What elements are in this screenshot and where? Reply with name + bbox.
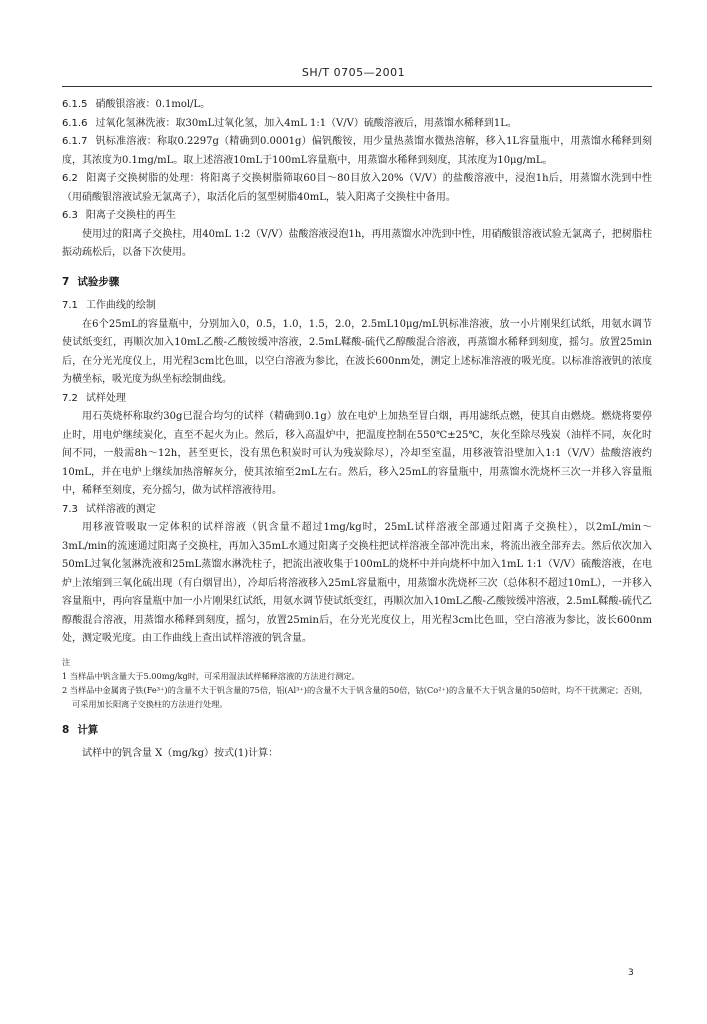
clause-7-2-heading: 7.2 试样处理: [62, 392, 126, 404]
section-7-heading: 7 试验步骤: [62, 275, 120, 288]
notes: [62, 655, 652, 711]
clause-6-1-6: 6.1.6 过氧化氢淋洗液：取30mL过氧化氢，加入4mL 1:1（V/V）硫酸溶液后，用蒸馏水稀释到1L。: [62, 117, 517, 129]
clause-7-3-heading: 7.3 试样溶液的测定: [62, 503, 156, 515]
note-2: 2 当样品中金属离子铁(Fe³⁺)的含量不大于钒含量的75倍，铝(Al³⁺)的含量不大于钒含量的50倍，钴(Co²⁺)的含量不大于钒含量的50倍时，均不干扰测定；否则，可采用加长阳离子交换柱的方法进行处理。: [62, 684, 648, 709]
document-body: [62, 96, 652, 764]
clause-7-2-text: 用石英烧杯称取约30g已混合均匀的试样（精确到0.1g）放在电炉上加热至冒白烟，再用滤纸点燃，使其自由燃烧。燃烧将要停止时，用电炉继续炭化，直至不起火为止。然后，移入高温炉中，把温度控制在550℃±25℃，灰化至除尽残炭（油样不同，灰化时间不同，一般需8h～12h，甚至更长，没有黑色积炭时可认为残炭除尽），冷却至室温，用移液管沿壁加入1:1（V/V）盐酸溶液约10mL，并在电炉上继续加热溶解灰分，使其浓缩至2mL左右。然后，移入25mL的容量瓶中，用蒸馏水洗烧杯三次一并移入容量瓶中，稀释至刻度，充分摇匀，做为试样溶液待用。: [62, 411, 652, 496]
clause-6-1-5: 6.1.5 硝酸银溶液：0.1mol/L。: [62, 99, 211, 110]
notes-label: 注: [62, 656, 71, 667]
clause-6-1-7: 6.1.7 钒标准溶液：称取0.2297g（精确到0.0001g）偏钒酸铵，用少量热蒸馏水微热溶解，移入1L容量瓶中，用蒸馏水稀释到刻度，其浓度为0.1mg/mL。取上述溶液10mL于100mL容量瓶中，用蒸馏水稀释到刻度，其浓度为10μg/mL。: [62, 136, 652, 166]
header-rule: [62, 86, 652, 87]
clause-7-1-heading: 7.1 工作曲线的绘制: [62, 300, 156, 311]
clause-6-2: 6.2 阳离子交换树脂的处理：将阳离子交换树脂筛取60目～80目放入20%（V/V）的盐酸溶液中，浸泡1h后，用蒸馏水洗到中性（用硝酸银溶液试验无氯离子），取活化后的氢型树脂40mL，装入阳离子交换柱中备用。: [62, 173, 652, 203]
clause-7-3-text: 用移液管吸取一定体积的试样溶液（钒含量不超过1mg/kg时，25mL试样溶液全部通过阳离子交换柱），以2mL/min～3mL/min的流速通过阳离子交换柱，再加入35mL水通过阳离子交换柱把试样溶液全部冲洗出来，将流出液全部弃去。然后依次加入50mL过氧化氢淋洗液和25mL蒸馏水淋洗柱子，把流出液收集于100mL的烧杯中并向烧杯中加入1mL 1:1（V/V）硫酸溶液，在电炉上浓缩到三氧化硫出现（有白烟冒出），冷却后将溶液移入25mL容量瓶中，用蒸馏水洗烧杯三次（总体积不超过10mL），一并移入容量瓶中，再向容量瓶中加一小片刚果红试纸，用氨水调节使试纸变红，再顺次加入10mL乙酸-乙酸铵缓冲溶液，2.5mL鞣酸-硫代乙醇酸混合溶液，用蒸馏水稀释到刻度，摇匀，放置25min后，在分光光度仪上，用光程3cm比色皿，空白溶液为参比，波长600nm处，测定吸光度。由工作曲线上查出试样溶液的钒含量。: [62, 522, 652, 644]
page-number: 3: [628, 968, 634, 978]
section-8-heading: 8 计算: [62, 723, 99, 736]
clause-7-1-text: 在6个25mL的容量瓶中，分别加入0，0.5，1.0，1.5，2.0，2.5mL10μg/mL钒标准溶液，放一小片刚果红试纸，用氨水调节使试纸变红，再顺次加入10mL乙酸-乙酸铵缓冲溶液，2.5mL鞣酸-硫代乙醇酸混合溶液，再蒸馏水稀释到刻度，摇匀。放置25min后，在分光光度仪上，用光程3cm比色皿，以空白溶液为参比，在波长600nm处，测定上述标准溶液的吸光度。以标准溶液钒的浓度为横坐标，吸光度为纵坐标绘制曲线。: [62, 318, 652, 385]
clause-6-3-text: 使用过的阳离子交换柱，用40mL 1:2（V/V）盐酸溶液浸泡1h，再用蒸馏水冲洗到中性，用硝酸银溶液试验无氯离子，把树脂柱振动疏松后，以备下次使用。: [62, 228, 652, 258]
clause-6-3-heading: 6.3 阳离子交换柱的再生: [62, 210, 176, 221]
note-1: 1 当样品中钒含量大于5.00mg/kg时，可采用湿法试样稀释溶液的方法进行测定。: [62, 670, 360, 681]
clause-8-text: 试样中的钒含量 X（mg/kg）按式(1)计算：: [82, 748, 279, 759]
page-header: SH/T 0705—2001: [301, 66, 406, 79]
